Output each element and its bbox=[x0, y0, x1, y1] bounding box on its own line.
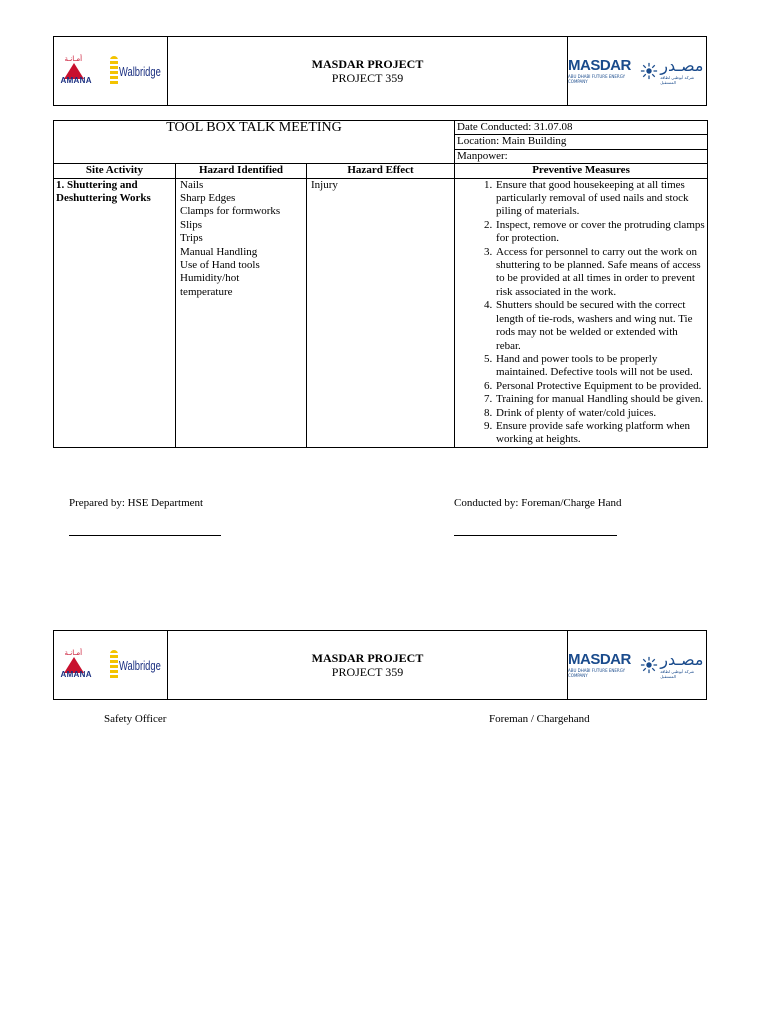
project-heading bbox=[168, 37, 567, 105]
hazard-item: Sharp Edges bbox=[180, 192, 236, 205]
safety-officer-label: Safety Officer bbox=[104, 713, 167, 725]
hazard-item: Slips bbox=[180, 218, 203, 231]
hazard-item: temperature bbox=[180, 285, 233, 298]
walbridge-logo: Walbridge bbox=[118, 63, 161, 79]
hazard-item: Nails bbox=[180, 178, 204, 191]
measure-item: 8. Drink of plenty of water/cold juices. bbox=[495, 407, 705, 420]
project-heading bbox=[168, 631, 567, 699]
date-conducted: Date Conducted: 31.07.08 bbox=[455, 121, 708, 135]
walbridge-flame-icon bbox=[110, 650, 118, 680]
column-header: Hazard Identified bbox=[176, 164, 307, 178]
measure-item: 4. Shutters should be secured with the correct length of tie-rods, washers and wing nut. Tie rods may not be welded or extended with rebar. bbox=[495, 299, 705, 353]
contractor-logo bbox=[54, 37, 168, 105]
project-title: MASDAR PROJECT bbox=[311, 651, 424, 665]
measure-item: 5. Hand and power tools to be properly maintained. Defective tools will not be used. bbox=[495, 353, 705, 380]
contractor-logo bbox=[54, 631, 168, 699]
manpower: Manpower: bbox=[455, 149, 708, 163]
table-row bbox=[54, 178, 708, 447]
hazard-item: Humidity/hot bbox=[180, 272, 240, 285]
column-header-row bbox=[54, 164, 708, 178]
amana-logo: أمـانـة AMANA bbox=[60, 649, 92, 679]
meeting-title: TOOL BOX TALK MEETING bbox=[54, 121, 455, 164]
foreman-label: Foreman / Chargehand bbox=[489, 713, 590, 725]
project-number: PROJECT 359 bbox=[331, 71, 404, 85]
measure-item: 6. Personal Protective Equipment to be provided. bbox=[495, 380, 705, 393]
column-header: Site Activity bbox=[54, 164, 176, 178]
measures-cell bbox=[455, 178, 708, 447]
page-header bbox=[53, 36, 707, 106]
hazard-item: Use of Hand tools bbox=[180, 259, 260, 272]
walbridge-logo: Walbridge bbox=[118, 657, 161, 673]
amana-logo: أمـانـة AMANA bbox=[60, 55, 92, 85]
effects-cell bbox=[307, 178, 455, 447]
site-activity-cell bbox=[54, 178, 176, 447]
prepared-by-signature-line bbox=[69, 535, 221, 536]
conducted-by-label: Conducted by: Foreman/Charge Hand bbox=[454, 497, 622, 509]
column-header: Preventive Measures bbox=[455, 164, 708, 178]
conducted-by-signature-line bbox=[454, 535, 617, 536]
client-logo bbox=[567, 37, 706, 105]
measure-item: 2. Inspect, remove or cover the protruding clamps for protection. bbox=[495, 219, 705, 246]
hazard-item: Clamps for formworks bbox=[180, 205, 281, 218]
page-header-second bbox=[53, 630, 707, 700]
project-title: MASDAR PROJECT bbox=[311, 57, 424, 71]
measure-item: 7. Training for manual Handling should be given. bbox=[495, 393, 705, 406]
walbridge-flame-icon bbox=[110, 56, 118, 86]
measure-item: 1. Ensure that good housekeeping at all times particularly removal of used nails and stock piling of materials. bbox=[495, 179, 705, 219]
masdar-sun-icon bbox=[640, 61, 658, 81]
preventive-measures-list bbox=[457, 179, 705, 447]
location: Location: Main Building bbox=[455, 135, 708, 149]
hazard-item: Manual Handling bbox=[180, 245, 258, 258]
masdar-sun-icon bbox=[640, 655, 658, 675]
masdar-logo: MASDAR ABU DHABI FUTURE ENERGY COMPANY مصـدر شركة أبوظبي لطاقة المستقبل bbox=[568, 650, 704, 679]
measure-item: 3. Access for personnel to carry out the work on shuttering to be planned. Safe means of access to be provided at all times in order to prevent risk associated in the work. bbox=[495, 246, 705, 300]
project-number: PROJECT 359 bbox=[331, 665, 404, 679]
measure-item: 9. Ensure provide safe working platform when working at heights. bbox=[495, 420, 705, 447]
masdar-logo: MASDAR ABU DHABI FUTURE ENERGY COMPANY مصـدر شركة أبوظبي لطاقة المستقبل bbox=[568, 56, 704, 85]
client-logo bbox=[567, 631, 706, 699]
column-header: Hazard Effect bbox=[307, 164, 455, 178]
hazard-item: Trips bbox=[180, 232, 203, 245]
toolbox-talk-table bbox=[53, 120, 708, 448]
site-activity-line: Deshuttering Works bbox=[56, 192, 151, 205]
hazards-cell bbox=[176, 178, 307, 447]
site-activity-line: 1. Shuttering and bbox=[56, 178, 138, 191]
hazard-effect: Injury bbox=[311, 178, 338, 191]
prepared-by-label: Prepared by: HSE Department bbox=[69, 497, 204, 509]
